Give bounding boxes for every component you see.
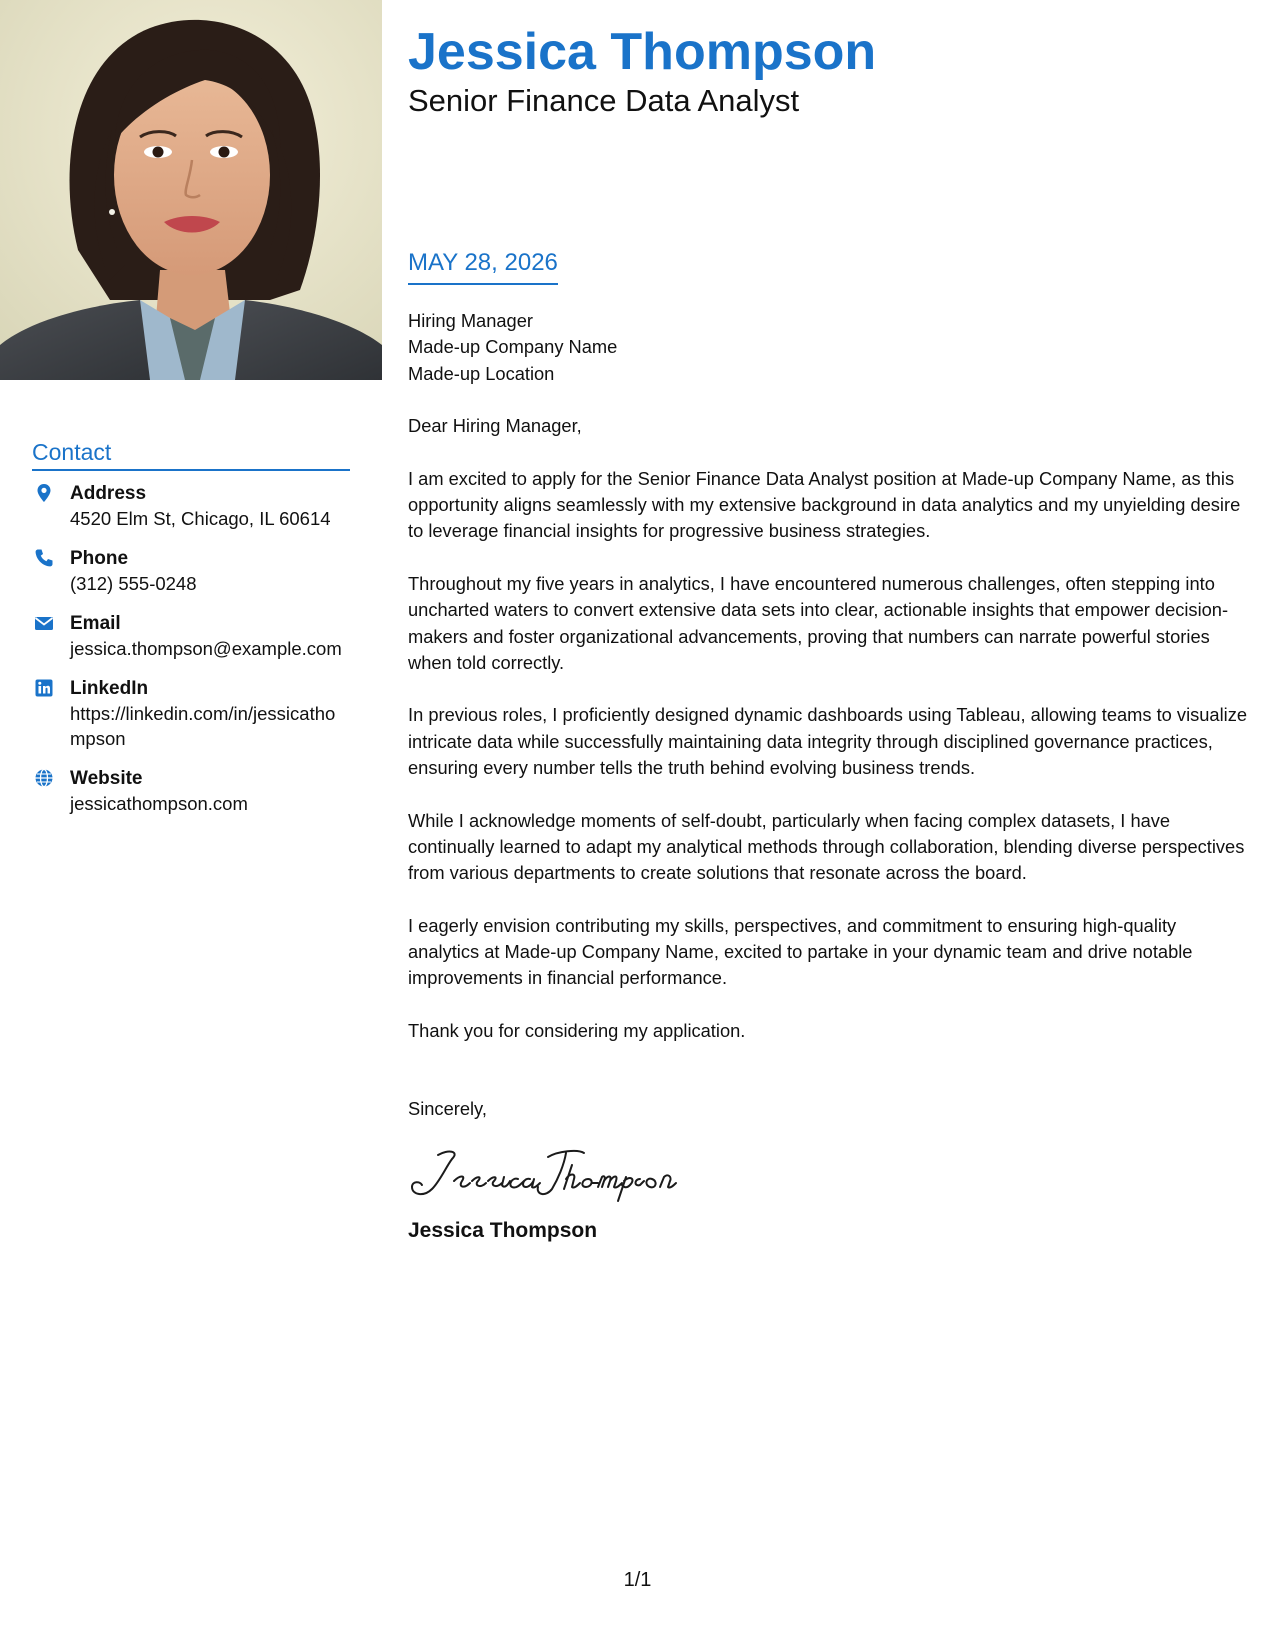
recipient-line: Hiring Manager bbox=[408, 310, 533, 331]
envelope-icon bbox=[34, 613, 54, 633]
phone-value[interactable]: (312) 555-0248 bbox=[70, 573, 197, 594]
applicant-name: Jessica Thompson bbox=[408, 23, 877, 81]
recipient-block bbox=[408, 308, 1250, 387]
body-paragraph: While I acknowledge moments of self-doubt, particularly when facing complex datasets, I have continually learned to adapt my analytical methods through collaboration, blending diverse perspectives from various departments to create solutions that resonate across the board. bbox=[408, 809, 1245, 884]
location-pin-icon bbox=[34, 483, 54, 503]
body-paragraph: I am excited to apply for the Senior Finance Data Analyst position at Made-up Company Name, as this opportunity aligns seamlessly with my extensive background in data analytics and my unyielding desire to leverage financial insights for progressive business strategies. bbox=[408, 467, 1241, 542]
sidebar bbox=[0, 0, 382, 1650]
closing: Sincerely, bbox=[408, 1098, 487, 1120]
contact-section bbox=[32, 438, 350, 831]
address-value: 4520 Elm St, Chicago, IL 60614 bbox=[70, 508, 331, 529]
contact-label: Email bbox=[70, 613, 121, 634]
letter-date: MAY 28, 2026 bbox=[408, 248, 558, 285]
linkedin-value[interactable]: https://linkedin.com/in/jessicathompson bbox=[70, 703, 336, 749]
linkedin-icon bbox=[34, 678, 54, 698]
contact-label: Website bbox=[70, 768, 143, 789]
recipient-line: Made-up Company Name bbox=[408, 336, 618, 358]
contact-label: Address bbox=[70, 483, 147, 504]
profile-photo bbox=[0, 0, 382, 380]
contact-label: Phone bbox=[70, 548, 129, 569]
signed-name: Jessica Thompson bbox=[408, 1218, 598, 1242]
body-paragraph: I eagerly envision contributing my skills, perspectives, and commitment to ensuring high-quality analytics at Made-up Company Name, excited to partake in your dynamic team and drive notable improvements in financial performance. bbox=[408, 914, 1193, 989]
globe-icon bbox=[34, 768, 54, 788]
body-paragraph: Thank you for considering my application. bbox=[408, 1020, 746, 1042]
handwritten-signature bbox=[408, 1145, 1250, 1205]
contact-item-phone bbox=[32, 546, 350, 596]
letter-body bbox=[408, 308, 1250, 1245]
contact-item-linkedin bbox=[32, 676, 350, 751]
contact-item-email bbox=[32, 611, 350, 661]
website-value[interactable]: jessicathompson.com bbox=[70, 793, 248, 814]
body-paragraph: Throughout my five years in analytics, I have encountered numerous challenges, often stepping into uncharted waters to convert extensive data sets into clear, actionable insights that empower decision-makers and foster organizational advancements, proving that numbers can narrate powerful stories when told correctly. bbox=[408, 572, 1229, 673]
applicant-title: Senior Finance Data Analyst bbox=[408, 83, 800, 118]
contact-item-address bbox=[32, 481, 350, 531]
phone-icon bbox=[34, 548, 54, 568]
page-number: 1/1 bbox=[623, 1569, 652, 1591]
contact-item-website bbox=[32, 766, 350, 816]
body-paragraph: In previous roles, I proficiently designed dynamic dashboards using Tableau, allowing teams to visualize intricate data while successfully maintaining data integrity through disciplined governance practices, ensuring every number tells the truth behind evolving business trends. bbox=[408, 704, 1248, 779]
contact-heading: Contact bbox=[32, 438, 350, 471]
recipient-line: Made-up Location bbox=[408, 362, 555, 384]
salutation: Dear Hiring Manager, bbox=[408, 415, 582, 437]
email-value[interactable]: jessica.thompson@example.com bbox=[70, 638, 342, 659]
contact-label: LinkedIn bbox=[70, 678, 149, 699]
